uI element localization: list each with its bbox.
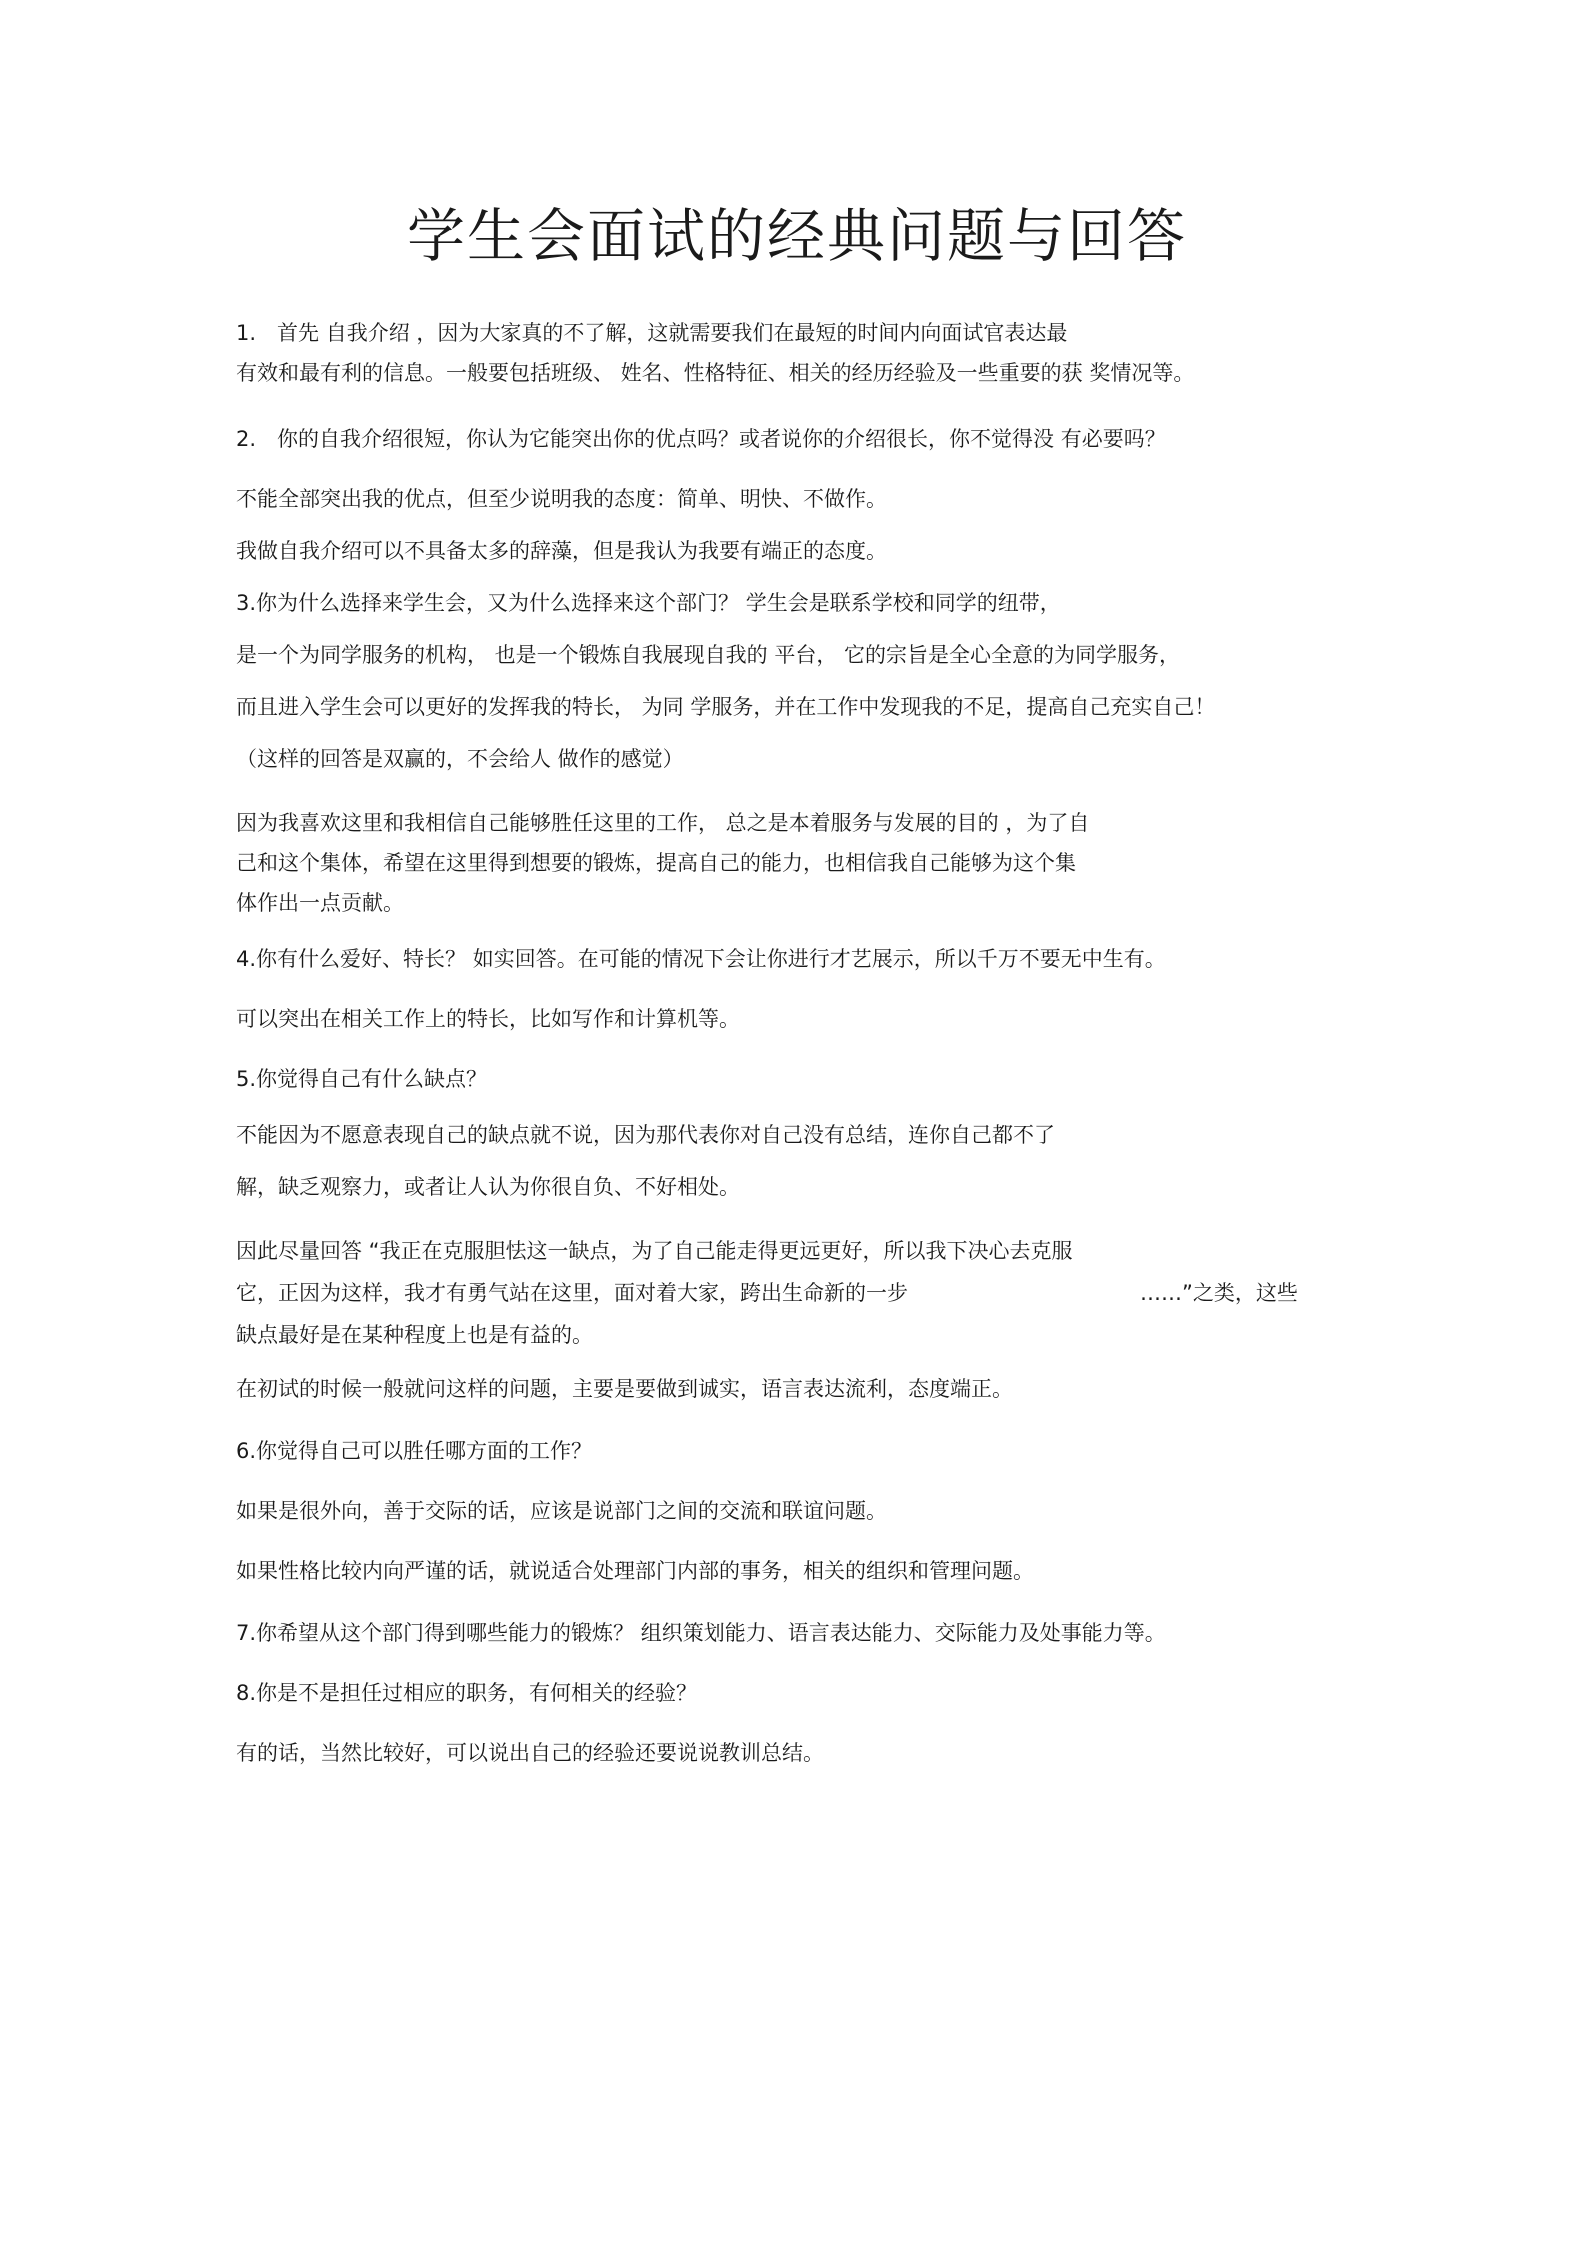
question-heading: 7.你希望从这个部门得到哪些能力的锻炼？ 组织策划能力、语言表达能力、交际能力及处事能力等。	[236, 1621, 1166, 1645]
text-line: 因为我喜欢这里和我相信自己能够胜任这里的工作， 总之是本着服务与发展的目的 ，为了自	[236, 811, 1090, 835]
text-line: 解，缺乏观察力，或者让人认为你很自负、不好相处。	[236, 1175, 740, 1199]
text-line: 在初试的时候一般就问这样的问题，主要是要做到诚实，语言表达流利，态度端正。	[236, 1377, 1013, 1401]
text-line: 可以突出在相关工作上的特长，比如写作和计算机等。	[236, 1007, 740, 1031]
text-line: 有效和最有利的信息。一般要包括班级、 姓名、性格特征、相关的经历经验及一些重要的获 奖情况等。	[236, 361, 1195, 385]
text-line: 因此尽量回答 “我正在克服胆怯这一缺点，为了自己能走得更远更好，所以我下决心去克服	[236, 1239, 1073, 1263]
text-line: 如果性格比较内向严谨的话，就说适合处理部门内部的事务，相关的组织和管理问题。	[236, 1559, 1034, 1583]
text-line: 它，正因为这样，我才有勇气站在这里，面对着大家，跨出生命新的一步	[236, 1281, 908, 1305]
text-line-continuation: ……”之类，这些	[1140, 1281, 1298, 1305]
question-heading: 4.你有什么爱好、特长？ 如实回答。在可能的情况下会让你进行才艺展示，所以千万不要无中生有。	[236, 947, 1166, 971]
text-line: 有的话，当然比较好，可以说出自己的经验还要说说教训总结。	[236, 1741, 824, 1765]
text-line: 己和这个集体，希望在这里得到想要的锻炼，提高自己的能力，也相信我自己能够为这个集	[236, 851, 1076, 875]
text-line: （这样的回答是双赢的，不会给人 做作的感觉）	[236, 747, 684, 771]
text-line: 如果是很外向，善于交际的话，应该是说部门之间的交流和联谊问题。	[236, 1499, 887, 1523]
question-heading: 3.你为什么选择来学生会，又为什么选择来这个部门？ 学生会是联系学校和同学的纽带，	[236, 591, 1061, 615]
text-line: 体作出一点贡献。	[236, 891, 404, 915]
text-line: 缺点最好是在某种程度上也是有益的。	[236, 1323, 593, 1347]
text-line: 我做自我介绍可以不具备太多的辞藻，但是我认为我要有端正的态度。	[236, 539, 887, 563]
question-heading: 2. 你的自我介绍很短，你认为它能突出你的优点吗？或者说你的介绍很长，你不觉得没 有必要吗？	[236, 427, 1166, 451]
question-heading: 6.你觉得自己可以胜任哪方面的工作？	[236, 1439, 593, 1463]
text-line: 是一个为同学服务的机构， 也是一个锻炼自我展现自我的 平台， 它的宗旨是全心全意的为同学服务，	[236, 643, 1181, 667]
text-line: 不能全部突出我的优点，但至少说明我的态度：简单、明快、不做作。	[236, 487, 887, 511]
document-title: 学生会面试的经典问题与回答	[406, 202, 1187, 270]
question-heading: 5.你觉得自己有什么缺点？	[236, 1067, 488, 1091]
text-line: 而且进入学生会可以更好的发挥我的特长， 为同 学服务，并在工作中发现我的不足，提高自己充实自己！	[236, 695, 1216, 719]
text-line: 不能因为不愿意表现自己的缺点就不说，因为那代表你对自己没有总结，连你自己都不了	[236, 1123, 1055, 1147]
question-heading: 8.你是不是担任过相应的职务，有何相关的经验？	[236, 1681, 698, 1705]
text-line: 1. 首先 自我介绍 ，因为大家真的不了解，这就需要我们在最短的时间内向面试官表达最	[236, 321, 1068, 345]
